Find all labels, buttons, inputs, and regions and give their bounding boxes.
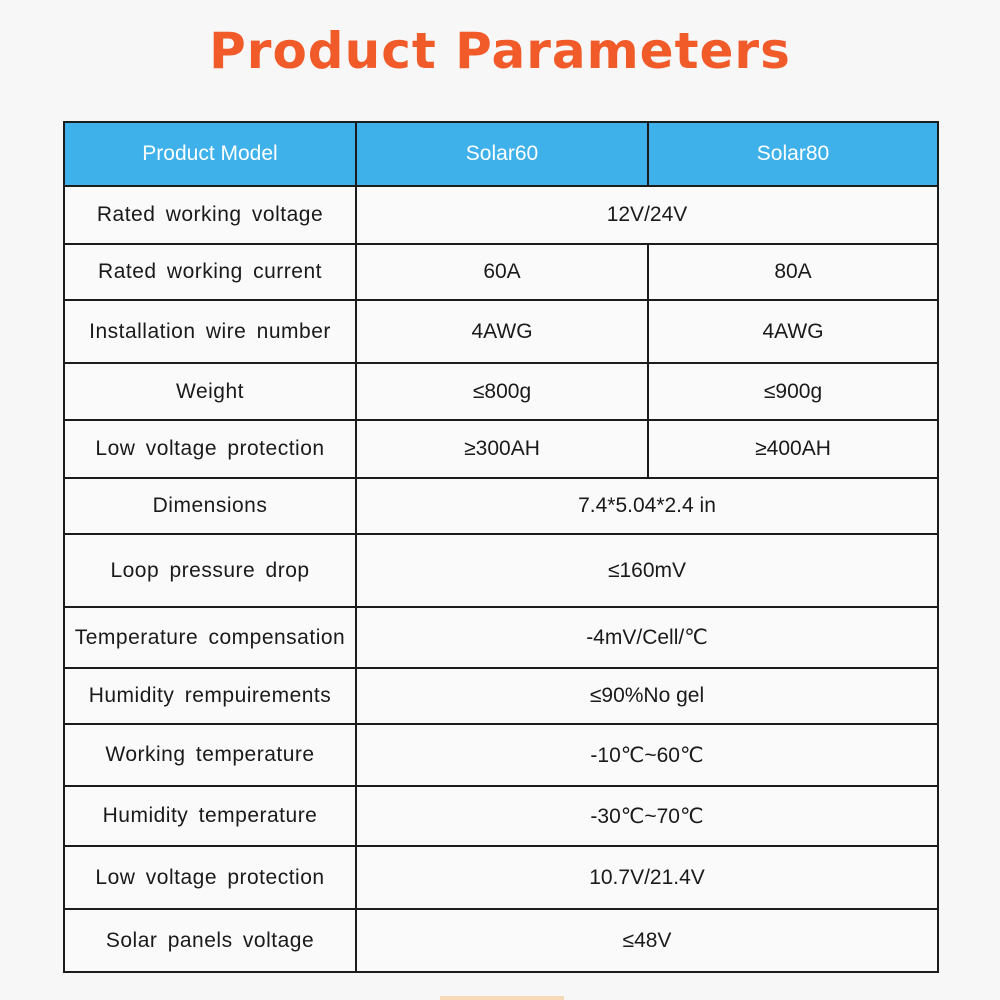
row-value-solar80: ≥400AH [648, 420, 938, 478]
row-label: Solar panels voltage [64, 909, 356, 972]
row-value-solar60: 4AWG [356, 300, 648, 363]
table-row [64, 534, 938, 607]
row-value-solar80: ≤900g [648, 363, 938, 420]
table-row [64, 478, 938, 534]
table-row [64, 244, 938, 300]
table-row [64, 909, 938, 972]
header-model-solar80: Solar80 [648, 122, 938, 186]
row-label: Humidity temperature [64, 786, 356, 846]
row-label: Dimensions [64, 478, 356, 534]
row-value: 10.7V/21.4V [356, 846, 938, 909]
row-label: Rated working voltage [64, 186, 356, 244]
page-title: Product Parameters [209, 22, 791, 80]
row-value: ≤160mV [356, 534, 938, 607]
row-label: Installation wire number [64, 300, 356, 363]
row-label: Working temperature [64, 724, 356, 786]
row-value: 7.4*5.04*2.4 in [356, 478, 938, 534]
row-value-solar60: ≥300AH [356, 420, 648, 478]
row-value: -30℃~70℃ [356, 786, 938, 846]
row-label: Temperature compensation [64, 607, 356, 668]
row-label: Loop pressure drop [64, 534, 356, 607]
row-label: Weight [64, 363, 356, 420]
row-value-solar80: 80A [648, 244, 938, 300]
table-row [64, 724, 938, 786]
table-row [64, 420, 938, 478]
table-row [64, 607, 938, 668]
table-row [64, 846, 938, 909]
row-value-solar60: 60A [356, 244, 648, 300]
row-value: ≤90%No gel [356, 668, 938, 724]
table-row [64, 363, 938, 420]
row-value: -10℃~60℃ [356, 724, 938, 786]
header-model-solar60: Solar60 [356, 122, 648, 186]
row-value: 12V/24V [356, 186, 938, 244]
row-label: Low voltage protection [64, 420, 356, 478]
table-row [64, 300, 938, 363]
decorative-bar [440, 996, 564, 1000]
header-product-model: Product Model [64, 122, 356, 186]
row-value: -4mV/Cell/℃ [356, 607, 938, 668]
table-row [64, 786, 938, 846]
table-header-row [64, 122, 938, 186]
table-row [64, 668, 938, 724]
row-value-solar80: 4AWG [648, 300, 938, 363]
row-value: ≤48V [356, 909, 938, 972]
row-label: Humidity rempuirements [64, 668, 356, 724]
row-label: Low voltage protection [64, 846, 356, 909]
row-value-solar60: ≤800g [356, 363, 648, 420]
row-label: Rated working current [64, 244, 356, 300]
parameters-table [63, 121, 939, 973]
table-row [64, 186, 938, 244]
